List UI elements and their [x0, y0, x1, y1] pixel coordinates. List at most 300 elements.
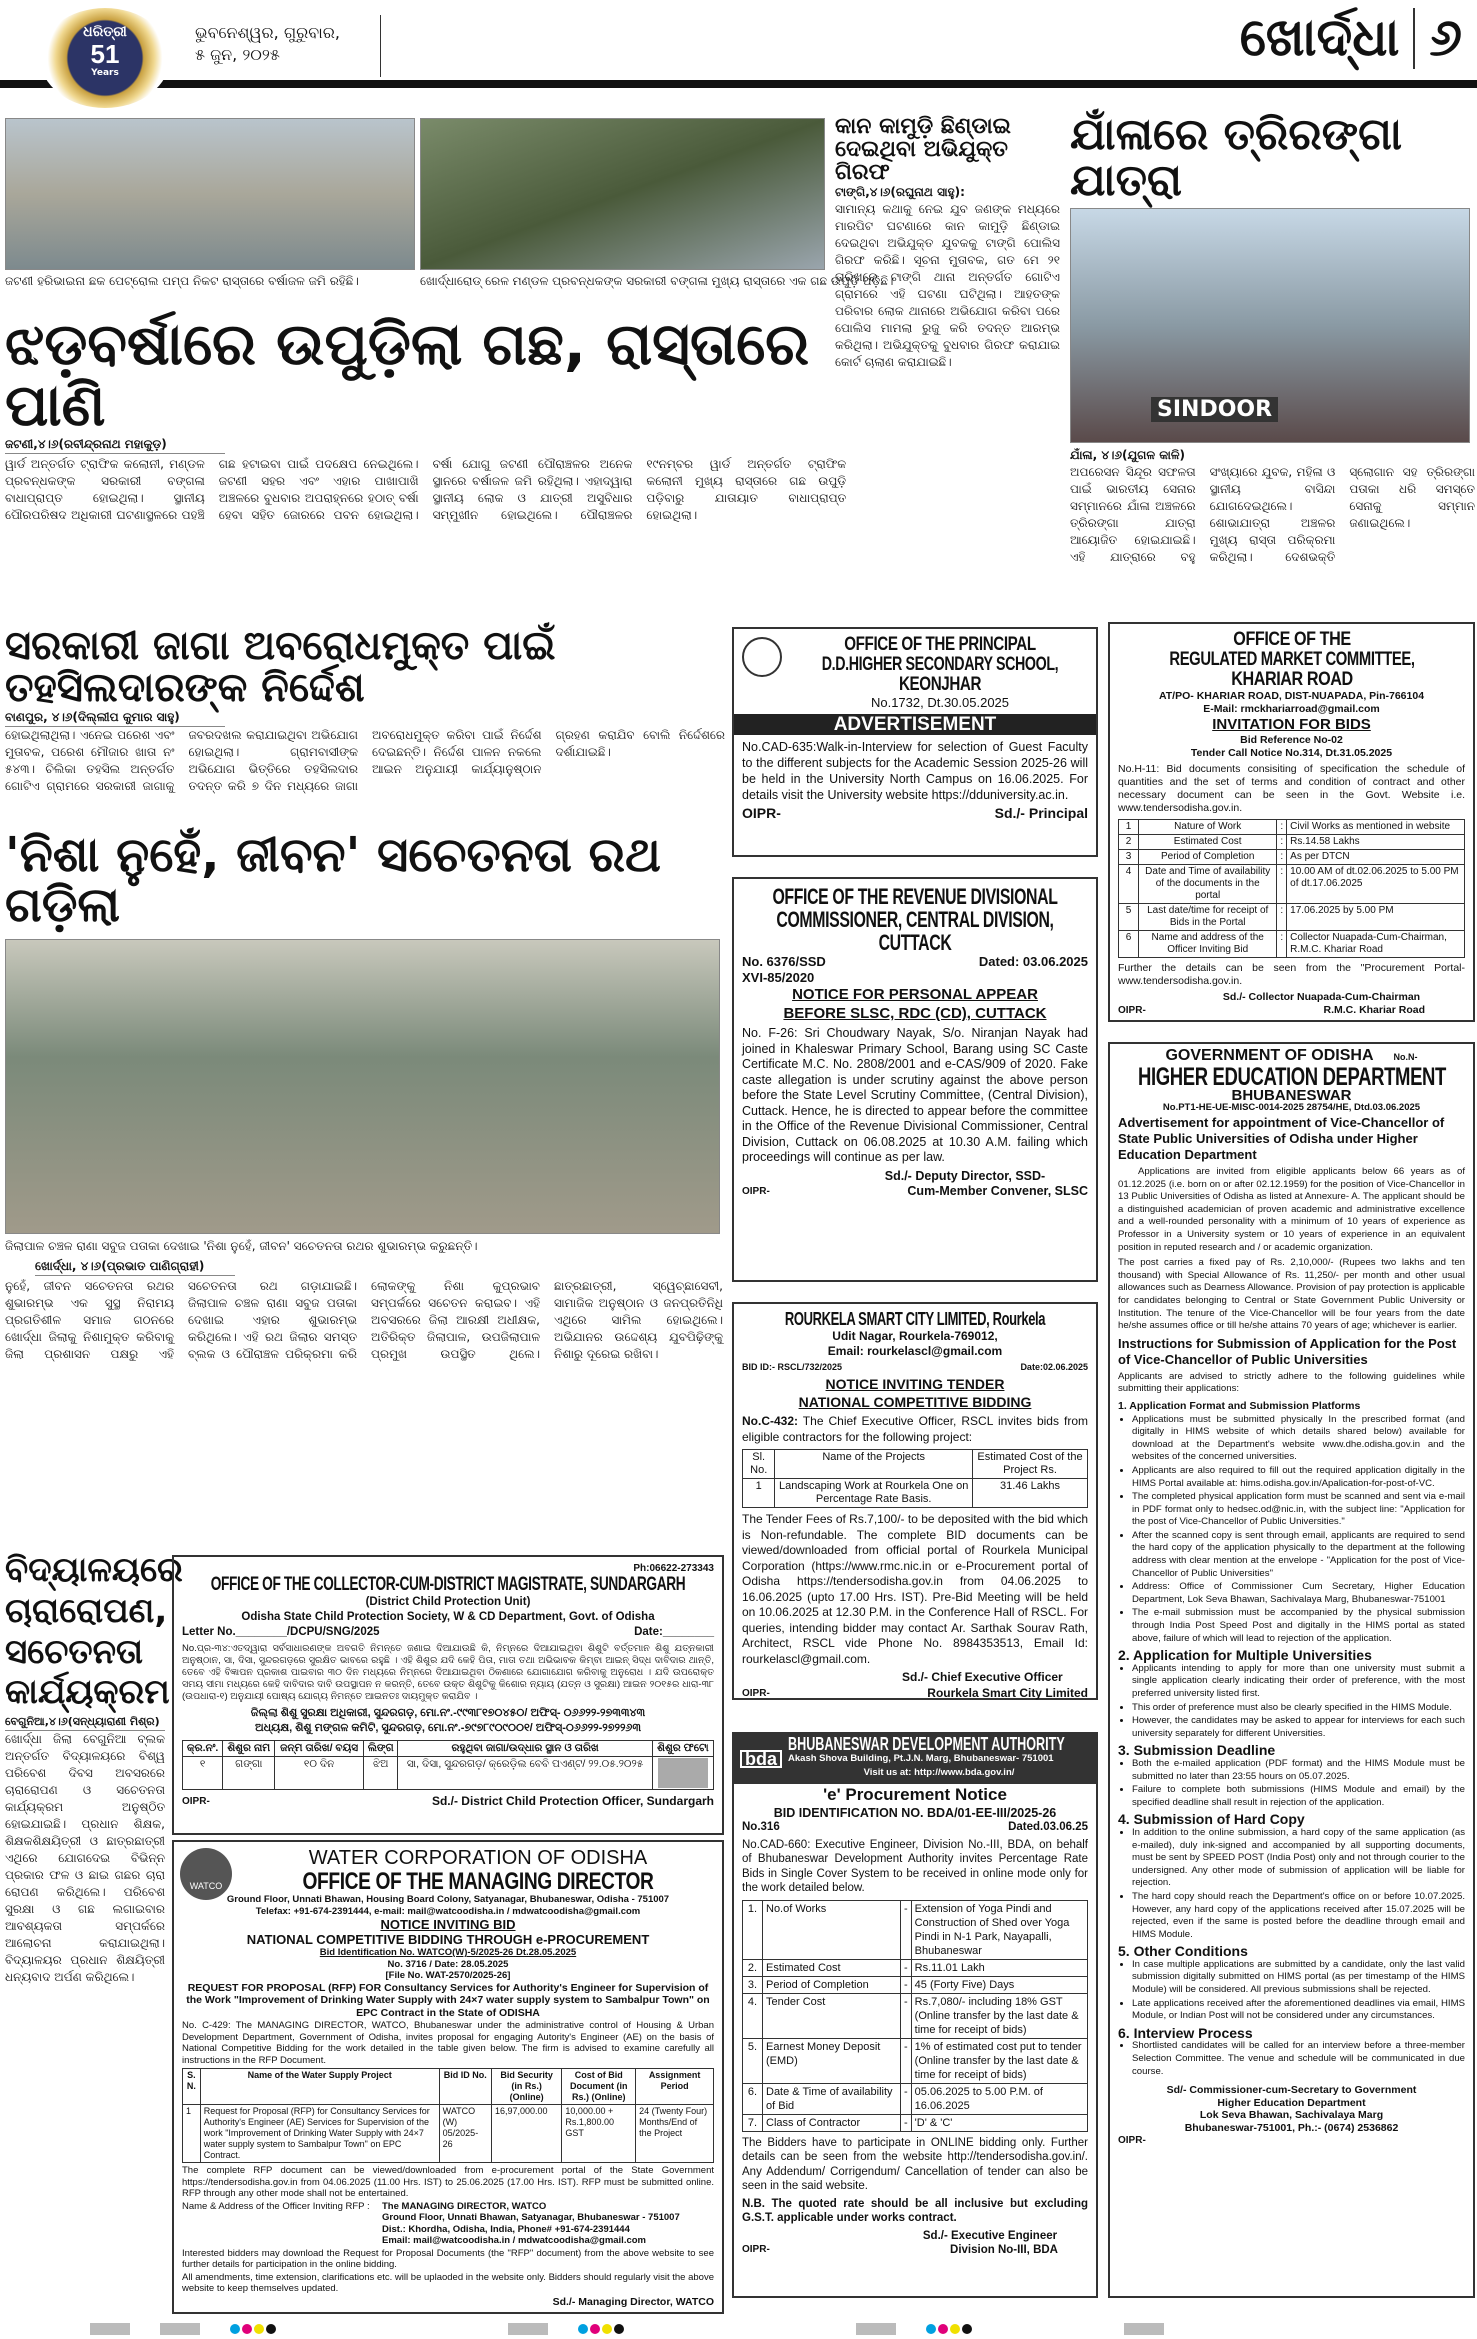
rmc-table — [1118, 819, 1465, 958]
ad-body: No.ପ୍ର-୩୪:ଏତଦ୍ୱାରା ସର୍ବସାଧାରଣଙ୍କ ଅବଗତି ନିମନ୍ତେ ଜଣାଇ ଦିଆଯାଉଛି କି, ନିମ୍ନରେ ଦିଆଯାଇଥିବା ଶିଶୁଟି ବର୍ତ୍ତମାନ ଶିଶୁ ଯତ୍ନକାରୀ ଅନୁଷ୍ଠାନ, ସା, ଦିସା, ସୁନ୍ଦରଗଡ଼ରେ ସୁରକ୍ଷିତ ଭାବରେ ରହୁଛି । ଏହି ଶିଶୁର ଯଦି କେହି ପିତା, ମାତା ତଥା ଅଭିଭାବକ କିମ୍ବା ଆଇନ୍ ସିଦ୍ଧ ଦାବିଦାର ଥାନ୍ତି, ତେବେ ଏହି ବିଜ୍ଞାପନ ପ୍ରକାଶ ପାଇବାର ୩୦ ଦିନ ମଧ୍ୟରେ ନିମ୍ନରେ ଦିଆଯାଇଥିବା ଠିକଣାରେ ଯୋଗାଯୋଗ କରିବାକୁ ଅନୁରୋଧ । ଯଦି ଉପରୋକ୍ତ ସମୟ ସୀମା ମଧ୍ୟରେ କେହି ଦାବିଦାର ଦାବି ଉପସ୍ଥାପନ ନ କରନ୍ତି, ତେବେ ଉକ୍ତ ଶିଶୁଟିକୁ କିଶୋର ନ୍ୟାୟ (ଯତ୍ନ ଓ ସୁରକ୍ଷା) ଆଇନ ୨୦୧୫ର ଧାରା-୩୮ (ଉପଧାରା-୧) ଅନୁଯାୟୀ ପୋଷ୍ୟ ଯୋଗ୍ୟ ନିମନ୍ତେ ଆଇନତଃ ଦାୟମୁକ୍ତ କରାଯିବ । — [182, 1642, 714, 1702]
table-cell: Rs.7,080/- including 18% GST (Online transfer by the last date & time for receipt of bids) — [911, 1993, 1087, 2038]
section-heading: 2. Application for Multiple Universities — [1118, 1647, 1372, 1664]
table-header: Name of the Water Supply Project — [200, 2069, 439, 2105]
photo-caption: ଖୋର୍ଦ୍ଧାରୋଡ୍ ରେଳ ମଣ୍ଡଳ ପ୍ରବନ୍ଧକଙ୍କ ସରକାରୀ ବଙ୍ଗଳା ମୁଖ୍ୟ ରାସ୍ତାରେ ଏକ ଗଛ ଉପୁଡ଼ି ପଡ଼ିଛି। — [420, 274, 894, 288]
dateline — [195, 22, 365, 66]
child-photo-cell — [652, 1756, 713, 1789]
separator: - — [901, 1993, 912, 2038]
table-cell: 4 — [1119, 864, 1139, 903]
advertisement-banner: ADVERTISEMENT — [734, 714, 1096, 735]
ad-address: Udit Nagar, Rourkela-769012, — [832, 1328, 998, 1343]
table-cell: ଝିଅ — [364, 1756, 398, 1789]
ad-title: WATER CORPORATION OF ODISHA — [308, 1847, 648, 1869]
ad-heading: Advertisement for appointment of Vice-Chancellor of State Public Universities of Odisha under Higher Education Department — [1118, 1115, 1445, 1163]
table-cell: Request for Proposal (RFP) for Consultancy Services for Authority's Engineer (AE) Services for Supervision of the work "Improvement of Drinking Water Supply with 24×7 water supply system to Sambalpur Town" on EPC Contract. — [200, 2105, 439, 2163]
color-dot — [590, 2324, 600, 2334]
ref-no: No. 3716 / Date: 28.05.2025 — [387, 1958, 509, 1970]
bid-id: BID ID:- RSCL/732/2025 — [742, 1361, 843, 1372]
article-body: ହୋଇଥିଲାଥିଲା। ଏନେଇ ପରେଶ ଏବଂ ମୁତାବକ, ପରେଶ ମୌଜାର ଖାତା ନଂ ୫୪୩। ଚିଲିକା ତହସିଲ ଅନ୍ତର୍ଗତ ଗୋଟିଏ ଗ୍ରାମରେ ସରକାରୀ ଜାଗାକୁ ଜବରଦଖଲ କରାଯାଇଥିବା ଅଭିଯୋଗ ହୋଇଥିଲା। ଗ୍ରାମବାସୀଙ୍କ ଅଭିଯୋଗ ଭିତ୍ତିରେ ତହସିଲଦାର ତଦନ୍ତ କରି ୭ ଦିନ ମଧ୍ୟରେ ଜାଗା ଅବରୋଧମୁକ୍ତ କରିବା ପାଇଁ ନିର୍ଦ୍ଦେଶ ଦେଇଛନ୍ତି। ନିର୍ଦ୍ଦେଶ ପାଳନ ନକଲେ ଆଇନ ଅନୁଯାୟୀ କାର୍ଯ୍ୟାନୁଷ୍ଠାନ ଗ୍ରହଣ କରାଯିବ ବୋଲି ନିର୍ଦ୍ଦେଶରେ ଦର୍ଶାଯାଇଛି। — [5, 728, 725, 793]
ad-title: OFFICE OF THE REVENUE DIVISIONAL COMMISSIONER, CENTRAL DIVISION, CUTTACK — [772, 884, 1058, 956]
ad-body: No.CAD-660: Executive Engineer, Division No.-III, BDA, on behalf of Bhubaneswar Development Authority invites Percentage Rate Bids in Single Cover System to be received in online mode only for the work detailed below. — [742, 1838, 1088, 1894]
table-cell: Date & Time of availability of Bid — [763, 2083, 901, 2114]
table-cell: 3. — [743, 1976, 763, 1993]
color-dot — [614, 2324, 624, 2334]
table-cell: 4. — [743, 1993, 763, 2038]
color-registration-dots — [926, 2319, 974, 2338]
ad-date: Date:02.06.2025 — [1020, 1361, 1088, 1372]
table-cell: WATCO (W) 05/2025-26 — [439, 2105, 491, 2163]
article-body: ନୁହେଁ, ଜୀବନ ସଚେତନତା ରଥର ଶୁଭାରମ୍ଭ ଏକ ସୁସ୍ଥ ନିରାମୟ ପ୍ରଗତିଶୀଳ ସମାଜ ଗଠନରେ ଖୋର୍ଦ୍ଧା ଜିଲାକୁ ନିଶାମୁକ୍ତ କରିବାକୁ ଜିଲା ପ୍ରଶାସନ ପକ୍ଷରୁ ଏହି ସଚେତନତା ରଥ ଗଡ଼ାଯାଇଛି। ଜିଲାପାଳ ଚଞ୍ଚଳ ରାଣା ସବୁଜ ପତାକା ଦେଖାଇ ଏହାର ଶୁଭାରମ୍ଭ କରିଥିଲେ। ଏହି ରଥ ଜିଲାର ସମସ୍ତ ବ୍ଲକ ଓ ପୌରାଞ୍ଚଳ ପରିକ୍ରମା କରି ଲୋକଙ୍କୁ ନିଶା କୁପ୍ରଭାବ ସମ୍ପର୍କରେ ସଚେତନ କରାଇବ। ଏହି ଅବସରରେ ଜିଲା ଆରକ୍ଷୀ ଅଧୀକ୍ଷକ, ଅତିରିକ୍ତ ଜିଲାପାଳ, ଉପଜିଲାପାଳ ପ୍ରମୁଖ ଉପସ୍ଥିତ ଥିଲେ। ଛାତ୍ରଛାତ୍ରୀ, ସ୍ୱେଚ୍ଛାସେବୀ, ସାମାଜିକ ଅନୁଷ୍ଠାନ ଓ ଜନପ୍ରତିନିଧି ଏଥିରେ ସାମିଲ ହୋଇଥିଲେ। ଅଭିଯାନର ଉଦ୍ଦେଶ୍ୟ ଯୁବପିଢ଼ିଙ୍କୁ ନିଶାରୁ ଦୂରେଇ ରଖିବା। — [5, 1278, 723, 1361]
section-title: ଖୋର୍ଦ୍ଧା — [1239, 8, 1400, 68]
bullet-list — [1132, 1827, 1465, 1941]
table-header: Estimated Cost of the Project Rs. — [973, 1450, 1088, 1479]
bullet-list — [1132, 1959, 1465, 2023]
bda-table — [742, 1900, 1088, 2132]
print-registration-strip — [0, 2318, 1477, 2339]
table-cell: As per DTCN — [1287, 849, 1465, 864]
ad-title: OFFICE OF THE — [1232, 629, 1351, 650]
table-header: S. N. — [183, 2069, 201, 2105]
bid-id: Bid Identification No. WATCO(W)-5/2025-26 Dt.28.05.2025 — [319, 1947, 577, 1959]
ad-subheading: NOTICE INVITING TENDER — [825, 1376, 1005, 1393]
table-row — [743, 2083, 1088, 2114]
byline: ଜଟଣୀ,୪।୬(ରବୀନ୍ଦ୍ରନାଥ ମହାକୁଡ଼) — [5, 436, 225, 454]
section-header — [1240, 8, 1462, 69]
list-item: • The e-mail submission must be accompanied by the physical submission through India Post Speed Post and digitally in the HIMS portal as stated above, failure of which will lead to rejection of the application. — [1132, 1607, 1465, 1645]
list-item: • The hard copy should reach the Department's office on or before 10.07.2025. However, any hard copy of the applications received after 15.07.2025 will be rejected, even if the same is posted before the deadline through email and HIMS Module. — [1132, 1891, 1465, 1941]
list-item: • Both the e-mailed application (PDF format) and the HIMS Module must be submitted no later than 23:55 hours on 05.07.2025. — [1132, 1758, 1465, 1783]
table-cell: 2. — [743, 1959, 763, 1976]
logo-years: Years — [91, 68, 119, 78]
table-cell: 5. — [743, 2038, 763, 2083]
ad-signature: Bhubaneswar-751001, Ph.:- (0674) 2536862 — [1184, 2122, 1399, 2134]
ad-signature: Sd./- District Child Protection Officer, Sundargarh — [431, 1793, 714, 1808]
table-row — [743, 2038, 1088, 2083]
table-cell: 5 — [1119, 903, 1139, 930]
oipr-code: OIPR- — [742, 2244, 770, 2255]
oipr-code: OIPR- — [1118, 2134, 1146, 2146]
ad-heading: Instructions for Submission of Application for the Post of Vice-Chancellor of Public Universities — [1118, 1335, 1457, 1367]
section-heading: 4. Submission of Hard Copy — [1118, 1811, 1305, 1828]
article-body: ଅପରେସନ ସିନ୍ଦୂର ସଫଳତା ପାଇଁ ଭାରତୀୟ ସେନାର ସମ୍ମାନରେ ଯାଁଳା ଅଞ୍ଚଳରେ ତ୍ରିରଙ୍ଗା ଯାତ୍ରା ଆୟୋଜିତ ହୋଇଯାଇଛି। ଏହି ଯାତ୍ରାରେ ବହୁ ସଂଖ୍ୟାରେ ଯୁବକ, ମହିଳା ଓ ସ୍ଥାନୀୟ ବାସିନ୍ଦା ଯୋଗଦେଇଥିଲେ। ଶୋଭାଯାତ୍ରା ଅଞ୍ଚଳର ମୁଖ୍ୟ ରାସ୍ତା ପରିକ୍ରମା କରିଥିଲା। ଦେଶଭକ୍ତି ସ୍ଲୋଗାନ ସହ ତ୍ରିରଙ୍ଗା ପତାକା ଧରି ସମସ୍ତେ ସେନାକୁ ସମ୍ମାନ ଜଣାଇଥିଲେ। — [1070, 465, 1475, 565]
event-photo — [5, 939, 720, 1234]
color-dot — [578, 2324, 588, 2334]
ad-city: BHUBANESWAR — [1231, 1086, 1352, 1104]
list-item: • After the scanned copy is sent through email, applicants are required to send the hard copy of the application physically to the department at the following address with clear mention at the envelope - "Application for the post of Vice-Chancellor of Public Universities" — [1132, 1530, 1465, 1580]
photo-caption: ଜିଲାପାଳ ଚଞ୍ଚଳ ରାଣା ସବୁଜ ପତାକା ଦେଖାଇ 'ନିଶା ନୁହେଁ, ଜୀବନ' ସଚେତନତା ରଥର ଶୁଭାରମ୍ଭ କରୁଛନ୍ତି। — [5, 1238, 478, 1253]
table-row — [1119, 849, 1465, 864]
bullet-list — [1132, 2040, 1465, 2078]
higher-education-ad — [1108, 1042, 1475, 2298]
officer-line: Email: mail@watcoodisha.in / mdwatcoodisha@gmail.com — [382, 2235, 646, 2247]
nisha-article — [5, 827, 723, 1542]
photo-caption: ଜଟଣୀ ହରିଭାଇନା ଛକ ପେଟ୍ରୋଲ ପମ୍ପ ନିକଟ ରାସ୍ତାରେ ବର୍ଷାଜଳ ଜମି ରହିଛି। — [5, 274, 359, 288]
table-header: କ୍ର.ନଂ. — [183, 1740, 223, 1756]
table-cell: 1 — [743, 1479, 775, 1508]
headline: ବିଦ୍ୟାଳୟରେ ଚାରାରୋପଣ, ସଚେତନତା କାର୍ଯ୍ୟକ୍ରମ — [5, 1550, 183, 1713]
bid-id: BID IDENTIFICATION NO. BDA/01-EE-III/2025-26 — [773, 1805, 1057, 1820]
byline: ଖୋର୍ଦ୍ଧା, ୪।୬(ପ୍ରଭାତ ପାଣିଗ୍ରାହୀ) — [35, 1258, 235, 1276]
table-cell: Extension of Yoga Pindi and Construction of Shed over Yoga Pindi in N-1 Park, Nayapalli, Bhubaneswar — [911, 1900, 1087, 1959]
ad-title: OFFICE OF THE MANAGING DIRECTOR — [302, 1868, 654, 1895]
article-body: ଖୋର୍ଦ୍ଧା ଜିଲା ବେଗୁନିଆ ବ୍ଲକ ଅନ୍ତର୍ଗତ ବିଦ୍ୟାଳୟରେ ବିଶ୍ୱ ପରିବେଶ ଦିବସ ଅବସରରେ ଚାରାରୋପଣ ଓ ସଚେତନତା କାର୍ଯ୍ୟକ୍ରମ ଅନୁଷ୍ଠିତ ହୋଇଯାଇଛି। ପ୍ରଧାନ ଶିକ୍ଷକ, ଶିକ୍ଷକଶିକ୍ଷୟିତ୍ରୀ ଓ ଛାତ୍ରଛାତ୍ରୀ ଏଥିରେ ଯୋଗଦେଇ ବିଭିନ୍ନ ପ୍ରକାର ଫଳ ଓ ଛାଇ ଗଛର ଚାରା ରୋପଣ କରିଥିଲେ। ପରିବେଶ ସୁରକ୍ଷା ଓ ଗଛ ଲଗାଇବାର ଆବଶ୍ୟକତା ସମ୍ପର୍କରେ ଆଲୋଚନା କରାଯାଇଥିଲା। ବିଦ୍ୟାଳୟର ପ୍ରଧାନ ଶିକ୍ଷୟିତ୍ରୀ ଧନ୍ୟବାଦ ଅର୍ପଣ କରିଥିଲେ। — [5, 1732, 165, 1985]
ad-body: The Tender Fees of Rs.7,100/- to be deposited with the bid which is Non-refundable. The complete BID documents can be viewed/downloaded from official portal of Rourkela Municipal Corporation (https://www.rmc.nic.in or e-Procurement portal of Odisha https://tendersodisha.gov.in from 04.06.2025 to 16.06.2025 (upto 17.00 Hrs. IST). Pre-Bid Meeting will be held on 10.06.2025 at 12.30 P.M. in the Conference Hall of RSCL. For queries, intending bidder may contact Ar. Sarthak Sourav Rath, Architect, RSCL vide Phone No. 8984353513, Email Id: rourkelascl@gmail.com. — [742, 1512, 1088, 1666]
table-cell: ଗଙ୍ଗା — [223, 1756, 275, 1789]
table-cell: Period of Completion — [1139, 849, 1277, 864]
list-item: • Shortlisted candidates will be called for an interview before a three-member Selection Committee. The venue and schedule will be communicated in due course. — [1132, 2040, 1465, 2078]
table-cell: ୧ — [183, 1756, 223, 1789]
watco-logo: WATCO — [180, 1848, 232, 1900]
color-dot — [254, 2324, 264, 2334]
newspaper-logo — [40, 8, 170, 108]
table-cell: Date and Time of availability of the documents in the portal — [1139, 864, 1277, 903]
table-cell: 6. — [743, 2083, 763, 2114]
table-row — [743, 1959, 1088, 1976]
ad-paragraph: The complete RFP document can be viewed/downloaded from e-procurement portal of the State Government https://tendersodisha.gov.in from 04.06.2025 (11.00 Hrs. IST) to 25.06.2025 (17.00 Hrs. IST). RFP must be submitted online. RFP through any other mode shall not be entertained. — [182, 2165, 714, 2200]
ad-subheading: NOTICE INVITING BID — [380, 1917, 516, 1933]
ad-body: No. C-429: The MANAGING DIRECTOR, WATCO, Bhubaneswar under the administrative control of Housing & Urban Development Department, Government of Odisha, invites proposal for engaging Autority's Engineer (AE) on the basis of National Competitive Bidding for the work detailed in the table given below. The firm is advised to examine carefully all instructions in the RFP Document. — [182, 2020, 714, 2066]
ad-paragraph: Applications are invited from eligible applicants below 66 years as of 01.12.2025 (i.e. born on or after 02.12.1959) for the position of Vice-Chancellor in 13 Public Universities of Odisha as listed at Annexure- A. The applicant should be a distinguished academician of proven academic and administrative excellence and a well-rounded personality with a minimum of 10 years of experience as Professor in a University system or 10 years of experience in an equivalent position in reputed research and / or academic organization. — [1118, 1166, 1465, 1253]
table-cell: Name and address of the Officer Inviting Bid — [1139, 930, 1277, 957]
separator: - — [901, 2114, 912, 2131]
ad-email: E-Mail: rmckhariarroad@gmail.com — [1203, 702, 1380, 715]
headline: ଝଡ଼ବର୍ଷାରେ ଉପୁଡ଼ିଲା ଗଛ, ରାସ୍ତାରେ ପାଣି — [5, 310, 810, 439]
ad-title: OFFICE OF THE PRINCIPAL — [844, 634, 1036, 655]
table-cell: ସା, ଦିସା, ସୁନ୍ଦରଗଡ଼/ କ୍ରେଡ଼ିଲ ବେବି ପଏଣ୍ଟ/ ୨୨.୦୫.୨୦୨୫ — [398, 1756, 652, 1789]
byline: ଯାଁଳା, ୪।୬(ଯୁଗଳ କାଳି) — [1070, 448, 1185, 463]
table-row — [1119, 864, 1465, 903]
table-cell: 17.06.2025 by 5.00 PM — [1287, 903, 1465, 930]
article-body: ୱାର୍ଡ ଅନ୍ତର୍ଗତ ଟ୍ରାଫିକ କଲୋନୀ, ମଣ୍ଡଳ ପ୍ରବନ୍ଧକଙ୍କ ସରକାରୀ ବଙ୍ଗଳା ବାଧାପ୍ରାପ୍ତ ହୋଇଥିଲା। ସ୍ଥାନୀୟ ପୌରପରିଷଦ ଅଧିକାରୀ ଘଟଣାସ୍ଥଳରେ ପହଞ୍ଚି ଗଛ ହଟାଇବା ପାଇଁ ପଦକ୍ଷେପ ନେଇଥିଲେ। ଜଟଣୀ ସହର ଏବଂ ଏହାର ପାଖାପାଖି ଅଞ୍ଚଳରେ ବୁଧବାର ଅପରାହ୍ନରେ ହଠାତ୍ ବର୍ଷା ହେବା ସହିତ ଜୋରରେ ପବନ ହୋଇଥିଲା। ବର୍ଷା ଯୋଗୁ ଜଟଣୀ ପୌରାଞ୍ଚଳର ଅନେକ ସ୍ଥାନରେ ବର୍ଷାଜଳ ଜମି ରହିଥିଲା। ଏହାଦ୍ୱାରା ସ୍ଥାନୀୟ ଲୋକ ଓ ଯାତ୍ରୀ ଅସୁବିଧାର ସମ୍ମୁଖୀନ ହୋଇଥିଲେ। ପୌରାଞ୍ଚଳର ୧୯ନମ୍ବର ୱାର୍ଡ ଅନ୍ତର୍ଗତ ଟ୍ରାଫିକ କଲୋନୀ ମୁଖ୍ୟ ରାସ୍ତାରେ ଗଛ ଉପୁଡ଼ି ପଡ଼ିବାରୁ ଯାତାୟାତ ବାଧାପ୍ରାପ୍ତ ହୋଇଥିଲା। — [5, 456, 847, 522]
rourkela-smart-city-ad — [732, 1302, 1098, 1700]
table-cell: ୧୦ ଦିନ — [275, 1756, 364, 1789]
officer-line: Dist.: Khordha, Odisha, India, Phone# +91-674-2391444 — [382, 2223, 630, 2235]
list-item: • Address: Office of Commissioner Cum Secretary, Higher Education Department, Lok Seva Bhawan, Sachivalaya Marg, Bhubaneswar-751001 — [1132, 1581, 1465, 1606]
ad-title: D.D.HIGHER SECONDARY SCHOOL, — [821, 653, 1059, 675]
oipr-code: OIPR- — [742, 1186, 770, 1198]
ref-date: Dated: 03.06.2025 — [978, 954, 1088, 970]
table-cell: 2 — [1119, 834, 1139, 849]
table-cell: 1% of estimated cost put to tender (Online transfer by the last date & time for receipt of bids) — [911, 2038, 1087, 2083]
table-cell: Estimated Cost — [763, 1959, 901, 1976]
rally-photo — [1070, 208, 1470, 443]
section-heading: 5. Other Conditions — [1118, 1943, 1248, 1960]
file-no: XVI-85/2020 — [742, 969, 815, 985]
ad-phone: Ph:06622-273343 — [633, 1563, 714, 1574]
table-header: Name of the Projects — [775, 1450, 973, 1479]
table-row — [743, 2114, 1088, 2131]
bda-header — [734, 1734, 1096, 1784]
list-item: • However, the candidates may be asked to appear for interviews for each such university separately for different Universities. — [1132, 1715, 1465, 1740]
oipr-code: OIPR- — [742, 1687, 770, 1699]
school-emblem-icon — [742, 637, 782, 677]
color-dot — [266, 2324, 276, 2334]
table-header: ରହୁଥିବା ଜାଗା/ଉଦ୍ଧାର ସ୍ଥାନ ଓ ତାରିଖ — [398, 1740, 652, 1756]
table-cell: No.of Works — [763, 1900, 901, 1959]
ad-address: AT/PO- KHARIAR ROAD, DIST-NUAPADA, Pin-766104 — [1158, 689, 1425, 702]
letter-no: Letter No.________/DCPU/SNG/2025 — [182, 1625, 380, 1638]
contact-line: ଜିଲ୍ଲା ଶିଶୁ ସୁରକ୍ଷା ଅଧିକାରୀ, ସୁନ୍ଦରଗଡ଼, ମୋ.ନଂ.-୯୯୩୮୧୭୦୪୫୦/ ଅଫିସ୍- ୦୬୬୨୨-୨୭୩୩୪୩ — [250, 1706, 646, 1719]
logo-text: ଧରିତ୍ରୀ — [83, 24, 127, 40]
school-article — [5, 1550, 183, 2312]
date-line: ୫ ଜୁନ, ୨୦୨୫ — [195, 45, 280, 64]
ad-paragraph: All amendments, time extension, clarifications etc. will be uplaoded in the website only. Bidders should regularly visit the above website to keep themselves updated. — [182, 2271, 714, 2295]
separator: : — [1277, 834, 1287, 849]
watco-table — [182, 2068, 714, 2163]
ad-subheading: INVITATION FOR BIDS — [1212, 715, 1371, 733]
ad-signature: Sd./- Managing Director, WATCO — [552, 2295, 714, 2308]
oipr-code: OIPR- — [182, 1795, 210, 1807]
file-no: [File No. WAT-2570/2025-26] — [385, 1970, 511, 1982]
ad-signature: Sd./- Principal — [994, 804, 1088, 821]
tender-call-notice: Tender Call Notice No.314, Dt.31.05.2025 — [1190, 746, 1393, 759]
table-header: Sl. No. — [743, 1450, 775, 1479]
ad-title: KEONJHAR — [898, 673, 982, 695]
byline: ଟାଙ୍ଗି,୪।୬(ରଘୁନାଥ ସାହୁ): — [835, 185, 965, 200]
table-cell: 1. — [743, 1900, 763, 1959]
ref-no: No.1732, Dt.30.05.2025 — [870, 694, 1010, 710]
separator: - — [901, 1900, 912, 1959]
bullet-list — [1132, 1758, 1465, 1809]
ad-signature: R.M.C. Khariar Road — [1323, 1003, 1425, 1016]
list-item: • Applicants intending to apply for more than one university must submit a single application clearly indicating their order of preference, with the most preferred university listed first. — [1132, 1663, 1465, 1701]
ad-lead: The Chief Executive Officer, RSCL invites bids from eligible contractors for the following project: — [742, 1414, 1088, 1444]
gray-mark — [508, 2323, 548, 2335]
ad-subheading: NATIONAL COMPETITIVE BIDDING — [798, 1394, 1032, 1411]
table-row — [1119, 834, 1465, 849]
table-cell: 1 — [183, 2105, 201, 2163]
ad-signature: Lok Seva Bhawan, Sachivalaya Marg — [1199, 2109, 1384, 2122]
table-header: ଜନ୍ମ ତାରିଖ/ ବୟସ — [275, 1740, 364, 1756]
table-cell: 6 — [1119, 930, 1139, 957]
table-cell: 16,97,000.00 — [491, 2105, 561, 2163]
table-cell: 45 (Forty Five) Days — [911, 1976, 1087, 1993]
ad-title: OFFICE OF THE COLLECTOR-CUM-DISTRICT MAGISTRATE, SUNDARGARH — [210, 1574, 686, 1595]
table-row — [743, 1976, 1088, 1993]
date-line: ଭୁବନେଶ୍ୱର, ଗୁରୁବାର, — [195, 23, 341, 42]
color-registration-dots — [230, 2319, 278, 2338]
officer-line: Ground Floor, Unnati Bhawan, Satyanagar, Bhubaneswar - 751007 — [382, 2212, 680, 2224]
color-dot — [950, 2324, 960, 2334]
ad-title: KHARIAR ROAD — [1230, 668, 1353, 690]
notice-no: No.C-432: — [742, 1414, 799, 1429]
child-photo — [658, 1758, 708, 1788]
project-table — [742, 1449, 1088, 1508]
color-dot — [938, 2324, 948, 2334]
separator: : — [1277, 819, 1287, 834]
table-cell: 10.00 AM of dt.02.06.2025 to 5.00 PM of dt.17.06.2025 — [1287, 864, 1465, 903]
instruction-sections — [1118, 1400, 1465, 2078]
table-cell: 7. — [743, 2114, 763, 2131]
table-header: Bid Security (in Rs.) (Online) — [491, 2069, 561, 2105]
list-item: • In case multiple applications are submitted by a candidate, only the last valid submission digitally submitted on HIMS portal (as per timestamp of the HIMS Module) will be considered. All previous submissions shall be rejected. — [1132, 1959, 1465, 1997]
ad-address: Ground Floor, Unnati Bhawan, Housing Board Colony, Satyanagar, Bhubaneswar, Odisha - 751007 — [226, 1894, 670, 1906]
ad-body: No. F-26: Sri Choudwary Nayak, S/o. Niranjan Nayak had joined in Khaleswar Primary School, Barang using SC Caste Certificate M.C. No. 2808/2001 and e-CAS/909 of 2020. Fake caste allegation is under scrutiny against the above person before the State Level Scrutiny Committee, (Central Division), Cuttack. Hence, he is directed to appear before the committee in the Office of the Revenue Divisional Commissioner, Central Division, Cuttack on 06.08.2025 at 10.30 A.M. failing which proceedings will continue as per law. — [742, 1026, 1088, 1165]
section-heading: 6. Interview Process — [1118, 2024, 1253, 2041]
ad-address: Akash Shova Building, Pt.J.N. Marg, Bhubaneswar- 751001 — [788, 1752, 1054, 1764]
flooded-road-photo — [5, 118, 415, 270]
ad-subheading: NOTICE FOR PERSONAL APPEAR — [792, 986, 1038, 1004]
child-table — [182, 1740, 714, 1790]
table-cell: 24 (Twenty Four) Months/End of the Project — [636, 2105, 714, 2163]
table-cell: Landscaping Work at Rourkela One on Percentage Rate Basis. — [775, 1479, 973, 1508]
list-item: • This order of preference must also be clearly specified in the HIMS Module. — [1132, 1702, 1465, 1715]
table-cell: Nature of Work — [1139, 819, 1277, 834]
ad-subheading: BEFORE SLSC, RDC (CD), CUTTACK — [783, 1005, 1047, 1023]
ad-body: No.H-11: Bid documents consisiting of specification the schedule of quantities and the set of terms and condition of contract and other necessary document can be seen in the Govt. Website i.e. www.tendersodisha.gov.in. — [1118, 762, 1465, 814]
separator: : — [1277, 864, 1287, 903]
gray-mark — [856, 2323, 896, 2335]
ad-paragraph: The Bidders have to participate in ONLINE bidding only. Further details can be seen from the website http://tendersodisha.gov.in/. Any Addendum/ Corrigendum/ Cancellation of tender can also be seen in the said website. — [742, 2136, 1088, 2192]
ad-signature: Sd./- Executive Engineer — [922, 2229, 1058, 2242]
table-header: ଶିଶୁର ନାମ — [223, 1740, 275, 1756]
bda-logo: bda — [740, 1750, 782, 1769]
table-cell: 3 — [1119, 849, 1139, 864]
principal-ad — [732, 627, 1098, 857]
table-row — [1119, 903, 1465, 930]
table-header: ଲିଙ୍ଗ — [364, 1740, 398, 1756]
byline: ବେଗୁନିଆ,୪।୬(ସନ୍ଧ୍ୟାରାଣୀ ମିଶ୍ର) — [5, 1713, 165, 1731]
color-dot — [962, 2324, 972, 2334]
list-item: • The completed physical application form must be scanned and sent via e-mail in PDF format only to hedsec.od@nic.in, with the subject line: "Application for the post of Vice-Chancellor of Public Universities." — [1132, 1491, 1465, 1529]
ad-title: BHUBANESWAR DEVELOPMENT AUTHORITY — [788, 1734, 1065, 1754]
oipr-code: OIPR- — [742, 804, 781, 821]
ad-contact: Telefax: +91-674-2391444, e-mail: mail@watcoodisha.in / mdwatcoodisha@gmail.com — [255, 1905, 641, 1917]
ref-date: Dated.03.06.25 — [1008, 1821, 1088, 1833]
ad-signature: Rourkela Smart City Limited — [927, 1685, 1088, 1700]
bullet-list — [1132, 1414, 1465, 1646]
rfp-title: REQUEST FOR PROPOSAL (RFP) FOR Consultancy Services for Authority's Engineer for Supervision of the Work "Improvement of Drinking Water Supply with 24×7 water supply system to Sambalpur Town" on EPC Contract in the State of ODISHA — [186, 1981, 710, 2019]
color-registration-dots — [578, 2319, 626, 2338]
ad-signature: Sd./- Chief Executive Officer — [902, 1670, 1063, 1685]
section-heading: 3. Submission Deadline — [1118, 1742, 1276, 1759]
fallen-tree-photo — [420, 118, 825, 270]
bda-ad — [732, 1732, 1098, 2298]
bid-ref: Bid Reference No-02 — [1240, 733, 1343, 746]
gray-mark — [90, 2323, 130, 2335]
logo-number: 51 — [90, 39, 120, 69]
separator: - — [901, 1976, 912, 1993]
ad-website: Visit us at: http://www.bda.gov.in/ — [863, 1767, 1015, 1778]
ref-no: No.316 — [742, 1821, 780, 1833]
ref-no: No.N- — [1393, 1052, 1418, 1062]
ad-signature: Sd./- Collector Nuapada-Cum-Chairman — [1222, 990, 1421, 1003]
table-cell: 31.46 Lakhs — [973, 1479, 1088, 1508]
table-row — [1119, 819, 1465, 834]
gray-mark — [1124, 2323, 1164, 2335]
table-header: ଶିଶୁର ଫଟୋ — [652, 1740, 713, 1756]
headline: 'ନିଶା ନୁହେଁ, ଜୀବନ' ସଚେତନତା ରଥ ଗଡ଼ିଲା — [5, 827, 661, 934]
table-cell: 05.06.2025 to 5.00 P.M. of 16.06.2025 — [911, 2083, 1087, 2114]
oipr-code: OIPR- — [1118, 1004, 1146, 1016]
headline: କାନ କାମୁଡ଼ି ଛିଣ୍ଡାଇ ଦେଇଥିବା ଅଭିଯୁକ୍ତ ଗିରଫ — [835, 114, 1011, 186]
contact-line: ଅଧ୍ୟକ୍ଷ, ଶିଶୁ ମଙ୍ଗଳ କମିଟି, ସୁନ୍ଦରଗଡ଼, ମୋ.ନଂ.-୭୯୭୮୯୦୯୦୦୧/ ଅଫିସ୍-୦୬୬୨୨-୨୭୨୨୬୩ — [255, 1721, 641, 1734]
separator: - — [901, 2083, 912, 2114]
ad-email: Email: rourkelascl@gmail.com — [827, 1344, 1003, 1359]
separator: : — [1277, 849, 1287, 864]
revenue-commissioner-ad — [732, 877, 1098, 1282]
list-item: • Applications must be submitted physically In the prescribed format (and digitally in HIMS website of which details shared below) available for download at the Department's website www.dhe.odisha.gov.in and the websites of the concerned universities. — [1132, 1414, 1465, 1464]
collector-sundargarh-ad — [172, 1555, 724, 1835]
govland-article — [5, 625, 725, 823]
ad-subheading: 'e' Procurement Notice — [823, 1784, 1007, 1804]
table-cell: 'D' & 'C' — [911, 2114, 1087, 2131]
table-header: Cost of Bid Document (in Rs.) (Online) — [562, 2069, 636, 2105]
ad-subtitle: (District Child Protection Unit) — [365, 1595, 531, 1608]
ad-paragraph: The post carries a fixed pay of Rs. 2,10,000/- (Rupees two lakhs and ten thousand) with Special Allowance of Rs. 11,250/- per month and other usual allowances such as Dearness Allowance. Provision of pay protection is applicable for candidates belonging to Central or State Government Public University or Institution. The tenure of the Vice-Chancellor will be four years from the date he/she assumes office or till he/she attains 70 years of age; whichever is earlier. — [1118, 1257, 1465, 1332]
table-cell: Collector Nuapada-Cum-Chairman, R.M.C. Khariar Road — [1287, 930, 1465, 957]
ad-subtitle: Odisha State Child Protection Society, W & CD Department, Govt. of Odisha — [241, 1610, 655, 1623]
table-header: Assignment Period — [636, 2069, 714, 2105]
list-item: • Failure to complete both submissions (HIMS Module and email) by the specified deadline shall result in rejection of the application. — [1132, 1784, 1465, 1809]
table-cell: 10,000.00 + Rs.1,800.00 GST — [562, 2105, 636, 2163]
table-cell: Tender Cost — [763, 1993, 901, 2038]
separator: - — [901, 2038, 912, 2083]
table-cell: 1 — [1119, 819, 1139, 834]
watco-ad — [172, 1840, 724, 2314]
ear-article — [835, 115, 1060, 397]
ad-signature: Division No-III, BDA — [950, 2244, 1058, 2256]
table-cell: Rs.14.58 Lakhs — [1287, 834, 1465, 849]
color-dot — [602, 2324, 612, 2334]
tiranga-article — [1070, 109, 1475, 606]
separator: : — [1277, 930, 1287, 957]
letter-date: Date:________ — [634, 1625, 714, 1638]
table-cell: Last date/time for receipt of Bids in the Portal — [1139, 903, 1277, 930]
ad-signature: Higher Education Department — [1217, 2096, 1366, 2109]
ad-title: HIGHER EDUCATION DEPARTMENT — [1137, 1062, 1446, 1091]
color-dot — [230, 2324, 240, 2334]
section-heading: 1. Application Format and Submission Platforms — [1118, 1399, 1361, 1412]
headline: ଯାଁଳାରେ ତ୍ରିରଙ୍ଗା ଯାତ୍ରା — [1070, 109, 1402, 207]
ad-signature: Cum-Member Convener, SLSC — [907, 1184, 1088, 1199]
masthead-rule — [0, 80, 1477, 88]
banner-text: SINDOOR — [1151, 397, 1278, 422]
gray-mark — [160, 2323, 200, 2335]
color-dot — [242, 2324, 252, 2334]
ad-body: No.CAD-635:Walk-in-Interview for selection of Guest Faculty to the different subjects for the Academic Session 2025-26 will be held in the University North Campus on 16.06.2025. For details visit the University website https://dduniversity.ac.in. — [742, 739, 1088, 802]
ref-no: No.PT1-HE-UE-MISC-0014-2025 28754/HE, Dtd.03.06.2025 — [1162, 1102, 1421, 1114]
article-body: ସାମାନ୍ୟ କଥାକୁ ନେଇ ଯୁବ ଜଣଙ୍କ ମଧ୍ୟରେ ମାରପିଟ ଘଟଣାରେ କାନ କାମୁଡ଼ି ଛିଣ୍ଡାଇ ଦେଇଥିବା ଅଭିଯୁକ୍ତ ଯୁବକକୁ ଟାଙ୍ଗି ପୋଲିସ ଗିରଫ କରିଛି। ସୂଚନା ମୁତାବକ, ଗତ ମେ ୨୧ ତାରିଖରେ ଟାଙ୍ଗି ଥାନା ଅନ୍ତର୍ଗତ ଗୋଟିଏ ଗ୍ରାମରେ ଏହି ଘଟଣା ଘଟିଥିଲା। ଆହତଙ୍କ ପରିବାର ଲୋକ ଥାନାରେ ଅଭିଯୋଗ କରିବା ପରେ ପୋଲିସ ମାମଲା ରୁଜୁ କରି ତଦନ୍ତ ଆରମ୍ଭ କରିଥିଲା। ଅଭିଯୁକ୍ତକୁ ବୁଧବାର ଗିରଫ କରାଯାଇ କୋର୍ଟ ଚାଲାଣ କରାଯାଇଛି। — [835, 202, 1060, 370]
ad-title: GOVERNMENT OF ODISHA — [1165, 1047, 1374, 1064]
ad-signature: Sd./- Deputy Director, SSD- — [884, 1168, 1046, 1183]
separator: - — [901, 1959, 912, 1976]
separator: : — [1277, 903, 1287, 930]
officer-line: The MANAGING DIRECTOR, WATCO — [382, 2200, 547, 2212]
headline: ସରକାରୀ ଜାଗା ଅବରୋଧମୁକ୍ତ ପାଇଁ ତହସିଲଦାରଙ୍କ ନିର୍ଦ୍ଦେଶ — [5, 623, 556, 711]
officer-label: Name & Address of the Officer Inviting RFP : — [182, 2200, 370, 2212]
ad-paragraph: Further the details can be seen from the "Procurement Portal- www.tendersodisha.gov.in. — [1118, 961, 1465, 987]
list-item: • Late applications received after the aforementioned deadlines via email, HIMS Module, or Indian Post will not be considered under any circumstances. — [1132, 1998, 1465, 2023]
table-cell: Rs.11.01 Lakh — [911, 1959, 1087, 1976]
table-row — [743, 1900, 1088, 1959]
table-row — [743, 1993, 1088, 2038]
table-row — [1119, 930, 1465, 957]
table-header: Bid ID No. — [439, 2069, 491, 2105]
bullet-list — [1132, 1663, 1465, 1741]
table-cell: Earnest Money Deposit (EMD) — [763, 2038, 901, 2083]
table-cell: Civil Works as mentioned in website — [1287, 819, 1465, 834]
divider — [380, 15, 381, 77]
color-dot — [926, 2324, 936, 2334]
table-cell: Estimated Cost — [1139, 834, 1277, 849]
ad-subheading: NATIONAL COMPETITIVE BIDDING THROUGH e-PROCUREMENT — [246, 1932, 650, 1948]
page-number: ୬ — [1413, 8, 1462, 69]
list-item: • In addition to the online submission, a hard copy of the same application (as e-mailed), duly ink-signed and accompanied by all supporting documents, must be sent by SPEED POST (India Post) only and not through courier to the undersigned. Any other mode of submission of application will be liable for rejection. — [1132, 1827, 1465, 1890]
ad-signature: Sd/- Commissioner-cum-Secretary to Government — [1166, 2084, 1417, 2097]
table-cell: Period of Completion — [763, 1976, 901, 1993]
ad-paragraph: Interested bidders may download the Request for Proposal Documents (the "RFP" document) from the above website to see further details for participation in the online bidding. — [182, 2247, 714, 2271]
